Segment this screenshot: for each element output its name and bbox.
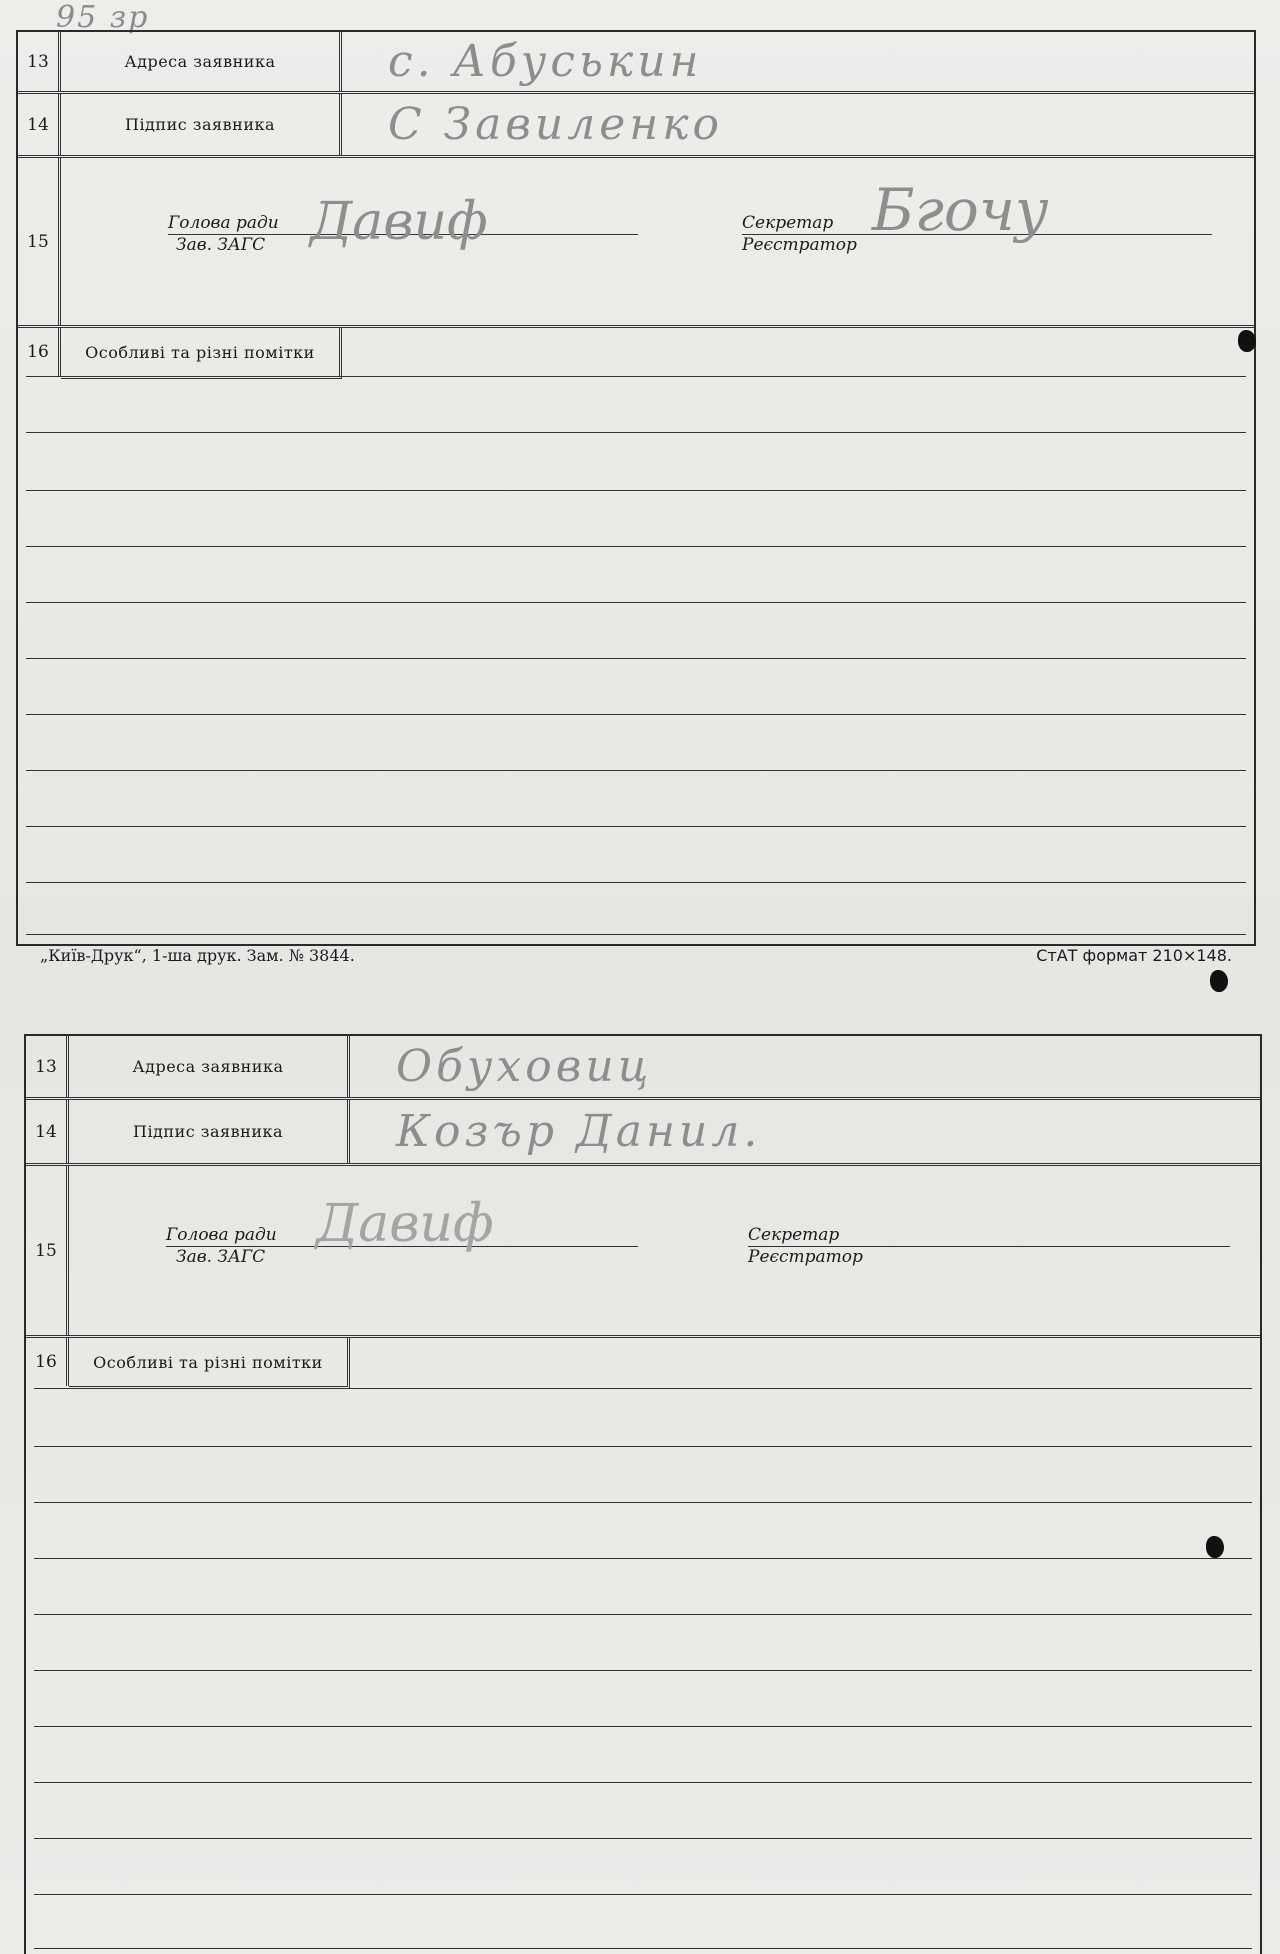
row-applicant-address: [18, 32, 1254, 94]
notes-line: [26, 546, 1246, 547]
form-format-note: СтАТ формат 210×148.: [1036, 946, 1232, 965]
applicant-signature-label: Підпис заявника: [61, 94, 342, 155]
secretary-label: Секретар: [748, 1225, 840, 1245]
applicant-signature-value: С Завиленко: [388, 99, 724, 150]
notes-line: [26, 714, 1246, 715]
row-number: 14: [26, 1100, 69, 1163]
special-notes-label: Особливі та різні помітки: [61, 328, 342, 379]
row-number: 13: [18, 32, 61, 91]
applicant-signature-value: Козър Данил.: [396, 1106, 762, 1157]
notes-line: [34, 1502, 1252, 1503]
special-notes-label: Особливі та різні помітки: [69, 1338, 350, 1389]
registration-form-upper: [16, 30, 1256, 946]
binding-hole: [1206, 1536, 1224, 1558]
notes-line: [34, 1782, 1252, 1783]
notes-line: [26, 658, 1246, 659]
secretary-signature-line: [748, 1246, 1230, 1247]
notes-line: [26, 376, 1246, 377]
row-applicant-address: [26, 1036, 1260, 1100]
applicant-address-label: Адреса заявника: [61, 32, 342, 91]
binding-hole: [1210, 970, 1228, 992]
applicant-address-label: Адреса заявника: [69, 1036, 350, 1097]
top-pencil-note: 95 зр: [56, 0, 150, 35]
notes-line: [34, 1726, 1252, 1727]
notes-line: [26, 432, 1246, 433]
notes-line: [26, 490, 1246, 491]
applicant-signature-label: Підпис заявника: [69, 1100, 350, 1163]
notes-line: [26, 882, 1246, 883]
notes-line: [34, 1558, 1252, 1559]
notes-line: [34, 1838, 1252, 1839]
row-applicant-signature: [26, 1100, 1260, 1166]
printer-imprint: „Київ-Друк“, 1-ша друк. Зам. № 3844.: [40, 946, 355, 965]
notes-line: [26, 826, 1246, 827]
notes-line: [34, 1948, 1252, 1949]
secretary-label: Секретар: [742, 213, 834, 233]
applicant-address-value: Обуховиц: [396, 1041, 653, 1092]
council-head-signature: Давиф: [310, 192, 488, 252]
row-number: 13: [26, 1036, 69, 1097]
council-head-label: Голова ради: [168, 213, 279, 233]
applicant-address-value: с. Абуськин: [388, 36, 703, 87]
row-number: 15: [18, 158, 61, 325]
row-special-notes: [26, 1338, 1260, 1386]
row-number: 16: [26, 1338, 69, 1386]
row-special-notes: [18, 328, 1254, 376]
row-officials-signatures: [18, 158, 1254, 328]
registrar-label: Реєстратор: [742, 235, 857, 255]
row-applicant-signature: [18, 94, 1254, 158]
row-officials-signatures: [26, 1166, 1260, 1338]
notes-line: [34, 1388, 1252, 1389]
zags-head-label: Зав. ЗАГС: [176, 1247, 266, 1267]
row-number: 14: [18, 94, 61, 155]
notes-line: [34, 1894, 1252, 1895]
notes-line: [34, 1446, 1252, 1447]
row-number: 15: [26, 1166, 69, 1335]
secretary-signature: Бгочу: [872, 176, 1049, 244]
registration-form-lower: [24, 1034, 1262, 1954]
notes-line: [26, 602, 1246, 603]
notes-line: [34, 1670, 1252, 1671]
notes-line: [34, 1614, 1252, 1615]
council-head-label: Голова ради: [166, 1225, 277, 1245]
notes-line: [26, 934, 1246, 935]
notes-line: [26, 770, 1246, 771]
registrar-label: Реєстратор: [748, 1247, 863, 1267]
row-number: 16: [18, 328, 61, 376]
binding-hole: [1238, 330, 1256, 352]
zags-head-label: Зав. ЗАГС: [176, 235, 266, 255]
council-head-signature: Давиф: [316, 1194, 494, 1254]
